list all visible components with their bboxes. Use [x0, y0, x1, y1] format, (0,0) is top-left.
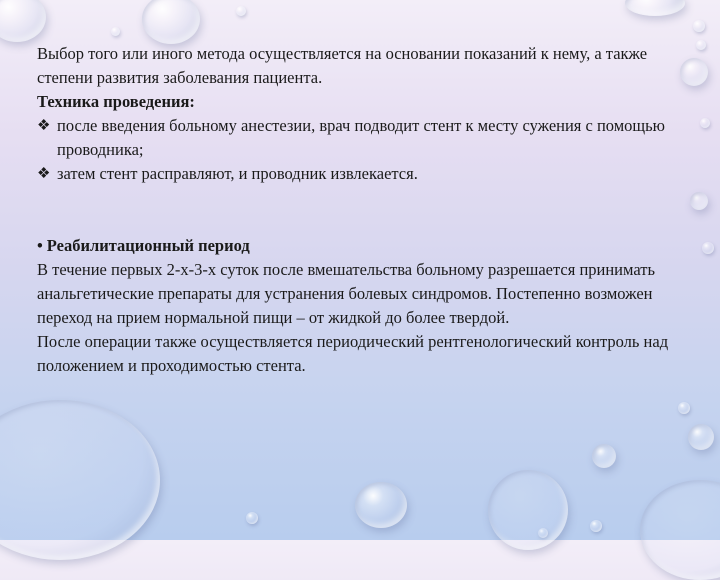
bullet-dot: •	[37, 236, 43, 255]
technique-bullet-text: затем стент расправляют, и проводник извлекается.	[57, 164, 418, 183]
arrow-diamond-icon: ❖	[37, 118, 51, 134]
water-drop-decoration	[111, 27, 120, 36]
water-drop-decoration	[693, 20, 705, 32]
water-drop-decoration	[236, 6, 246, 16]
technique-heading: Техника проведения:	[37, 92, 195, 111]
water-drop-decoration	[625, 0, 685, 16]
water-drop-decoration	[355, 482, 407, 528]
water-drop-decoration	[640, 480, 720, 580]
water-drop-decoration	[678, 402, 690, 414]
rehab-heading: Реабилитационный период	[46, 236, 250, 255]
water-drop-decoration	[246, 512, 258, 524]
arrow-diamond-icon: ❖	[37, 166, 51, 182]
water-drop-decoration	[690, 192, 708, 210]
technique-bullet	[37, 162, 677, 186]
water-drop-decoration	[592, 444, 616, 468]
water-drop-decoration	[696, 40, 706, 50]
water-drop-decoration	[0, 0, 46, 42]
rehab-heading-row	[37, 234, 677, 258]
slide-content	[37, 42, 677, 378]
water-drop-decoration	[680, 58, 708, 86]
water-drop-decoration	[0, 400, 160, 560]
water-drop-decoration	[702, 242, 714, 254]
rehab-paragraph: В течение первых 2-х-3-х суток после вмешательства больному разрешается принимать анальгетические препараты для устранения болевых синдромов. Постепенно возможен переход на прием нормальной пищи – от жидкой до более твердой.	[37, 260, 655, 327]
technique-bullet	[37, 114, 677, 162]
water-drop-decoration	[688, 424, 714, 450]
water-drop-decoration	[142, 0, 200, 44]
water-drop-decoration	[488, 470, 568, 550]
intro-paragraph: Выбор того или иного метода осуществляется на основании показаний к нему, а также степени развития заболевания пациента.	[37, 44, 648, 87]
rehab-paragraph: После операции также осуществляется периодический рентгенологический контроль над положением и проходимостью стента.	[37, 332, 669, 375]
technique-bullet-text: после введения больному анестезии, врач подводит стент к месту сужения с помощью проводника;	[57, 116, 665, 159]
water-drop-decoration	[700, 118, 710, 128]
water-drop-decoration	[590, 520, 602, 532]
